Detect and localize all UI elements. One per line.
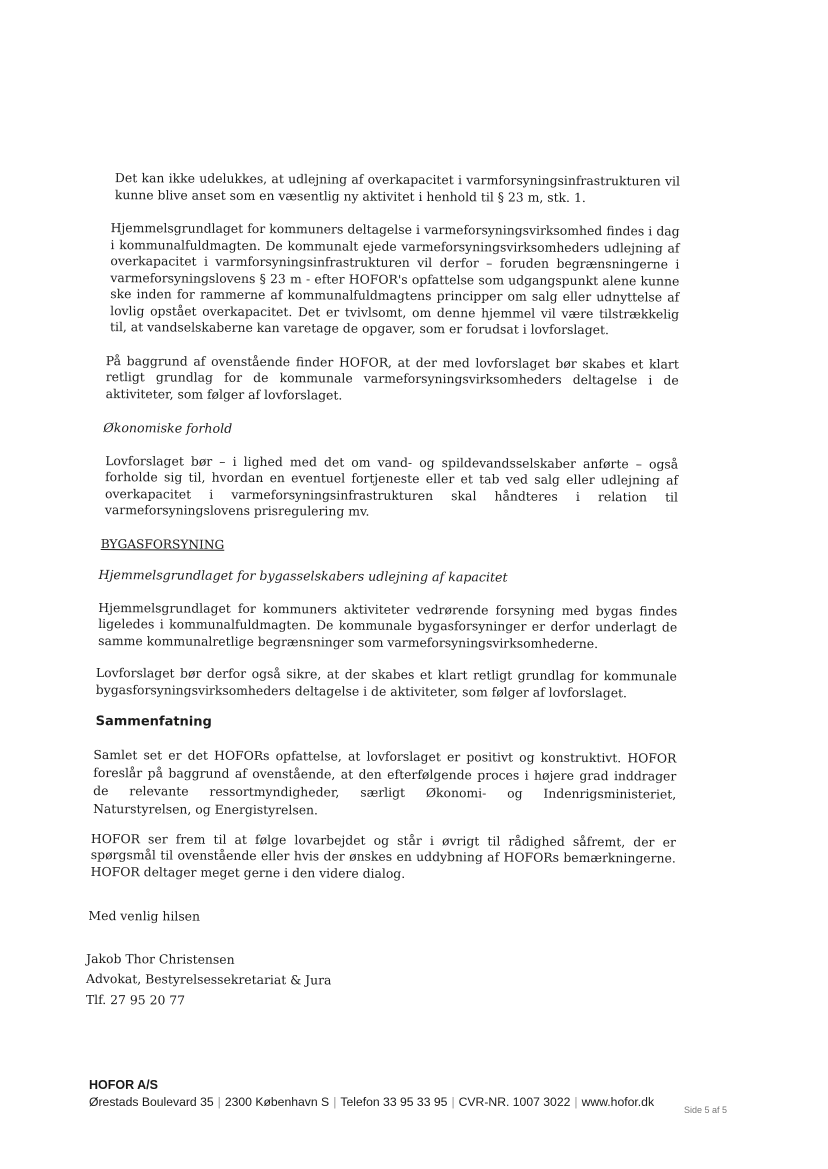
- paragraph-bygas-kommunalfuldmagt: Hjemmelsgrundlaget for kommuners aktiviteter vedrørende forsyning med bygas findes ligeledes i kommunalfuldmagten. De kommunale bygasforsyninger er derfor underlagt de samme kommunalretlige begrænsninger som varmeforsyningsvirksomhederne.: [98, 599, 678, 651]
- letter-body: [85, 170, 680, 1014]
- footer-separator: |: [333, 1095, 337, 1109]
- heading-sammenfatning: Sammenfatning: [95, 714, 212, 730]
- page-footer: [89, 1078, 654, 1109]
- signature-title: Advokat, Bestyrelsessekretariat & Jura: [86, 970, 332, 988]
- paragraph-ser-frem: HOFOR ser frem til at følge lovarbejdet og står i øvrigt til rådighed såfremt, der er spørgsmål til ovenstående eller hvis der ønskes en uddybning af HOFORs bemærkningerne. HOFOR deltager meget gerne i den videre dialog.: [90, 830, 676, 881]
- paragraph-bygas-sikre: Lovforslaget bør derfor også sikre, at der skabes et klart retligt grundlag for kommunale bygasforsyningsvirksomheders deltagelse i de aktiviteter, som følger af lovforslaget.: [95, 665, 677, 700]
- footer-company: HOFOR A/S: [89, 1078, 158, 1092]
- footer-address: Ørestads Boulevard 35: [89, 1095, 214, 1109]
- paragraph-hjemmelsgrundlag-varme: Hjemmelsgrundlaget for kommuners deltagelse i varmeforsyningsvirksomhed findes i dag i kommunalfuldmagten. De kommunalt ejede varmeforsyningsvirksomheders udlejning af overkapacitet i varmforsyningsinfrastrukturen vil derfor – foruden begrænsningerne i varmeforsyningslovens § 23 m - efter HOFOR's opfattelse som udgangspunkt alene kunne ske inden for rammerne af kommunalfuldmagtens principper om salg eller udnyttelse af lovlig opstået overkapacitet. Det er tvivlsomt, om denne hjemmel vil være tilstrækkelig til, at vandselskaberne kan varetage de opgaver, som er forudsat i lovforslaget.: [109, 220, 680, 338]
- paragraph-samlet: Samlet set er det HOFORs opfattelse, at lovforslaget er positivt og konstruktivt. HOFOR foreslår på baggrund af ovenstående, at den efterfølgende proces i højere grad inddrager de relevante ressortmyndigheder, særligt Økonomi- og Indenrigsministeriet, Naturstyrelsen, og Energistyrelsen.: [93, 746, 677, 817]
- page-number: Side 5 af 5: [684, 1105, 728, 1115]
- paragraph-overkapacitet: Det kan ikke udelukkes, at udlejning af overkapacitet i varmforsyningsinfrastrukturen vil kunne blive anset som en væsentlig ny aktivitet i henhold til § 23 m, stk. 1.: [114, 170, 680, 205]
- signature-phone: Tlf. 27 95 20 77: [85, 991, 186, 1008]
- heading-hjemmelsgrundlag-bygas: Hjemmelsgrundlaget for bygasselskabers udlejning af kapacitet: [98, 567, 508, 585]
- closing-greeting: Med venlig hilsen: [88, 907, 201, 924]
- footer-phone: Telefon 33 95 33 95: [340, 1095, 448, 1109]
- footer-cvr: CVR-NR. 1007 3022: [458, 1095, 571, 1109]
- heading-bygasforsyning: BYGASFORSYNING: [100, 536, 225, 552]
- footer-separator: |: [217, 1095, 221, 1109]
- signature-block: [86, 948, 675, 1013]
- paragraph-retligt-grundlag: På baggrund af ovenstående finder HOFOR, at der med lovforslaget bør skabes et klart retligt grundlag for de kommunale varmeforsyningsvirksomheders deltagelse i de aktiviteter, som følger af lovforslaget.: [105, 352, 679, 403]
- footer-city: 2300 København S: [224, 1095, 330, 1109]
- footer-web[interactable]: www.hofor.dk: [581, 1095, 655, 1109]
- footer-address-line: [89, 1095, 654, 1109]
- footer-separator: |: [451, 1095, 455, 1109]
- heading-okonomiske-forhold: Økonomiske forhold: [103, 420, 233, 436]
- footer-separator: |: [574, 1095, 578, 1109]
- signature-name: Jakob Thor Christensen: [86, 950, 235, 967]
- paragraph-fortjeneste: Lovforslaget bør – i lighed med det om vand- og spildevandsselskaber anførte – også forholde sig til, hvordan en eventuel fortjeneste eller et tab ved salg eller udlejning af overkapacitet i varmeforsyningsinfrastrukturen skal håndteres i relation til varmeforsyningslovens prisregulering mv.: [104, 452, 679, 519]
